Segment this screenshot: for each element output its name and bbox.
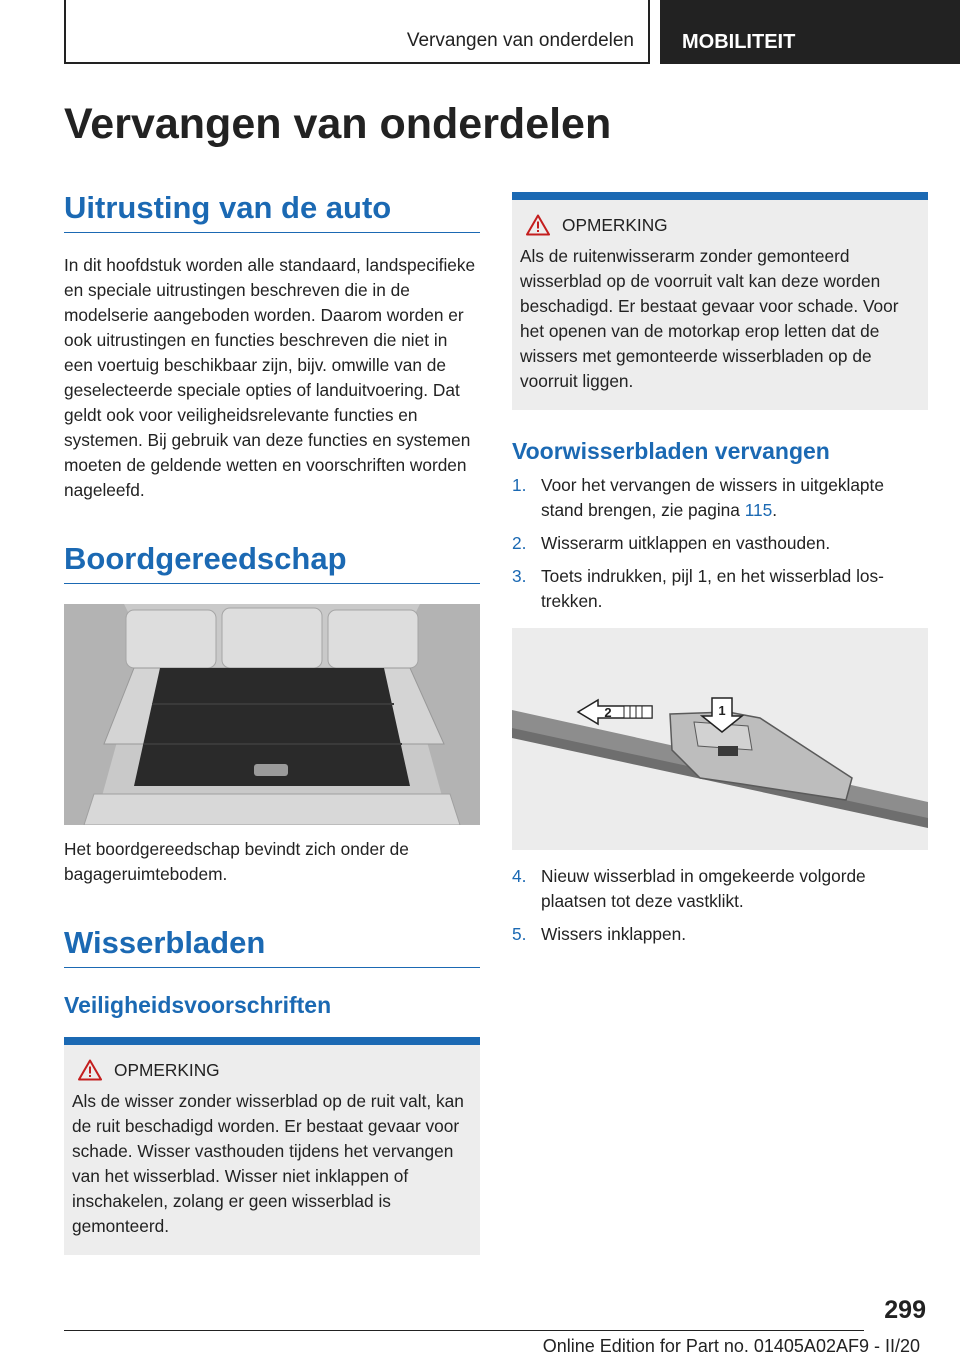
warning-text: Als de wisser zonder wisserblad op de ruit valt, kan de ruit beschadigd worden. Er bestaat gevaar voor schade. Wisser vasthouden tijdens het vervangen van het wisserblad. Wisser niet inklappen of inschakelen, zolang er geen wisserblad is gemonteerd. [72,1091,464,1236]
replace-steps-list [512,473,928,614]
step-text: Toets indrukken, pijl 1, en het wisserblad lostrekken. [541,566,884,611]
edition-footer: Online Edition for Part no. 01405A02AF9 - II/20 [542,1336,920,1356]
step-item [512,564,928,614]
safety-subheading: Veiligheidsvoorschriften [64,992,332,1018]
wipers-heading: Wisserbladen [64,925,480,968]
step-item [512,531,928,556]
arrow-1-label: 1 [718,703,726,718]
warning-triangle-icon [526,214,550,236]
step-item [512,473,928,523]
left-column [64,190,480,1255]
step-item [512,864,928,914]
page-number: 299 [884,1296,926,1324]
step-text: Voor het vervangen de wissers in uitgeklapte stand brengen, zie pagina 115. [541,475,884,520]
step-number: 1. [512,475,527,495]
wiper-arm-warning-box [512,192,928,410]
warning-triangle-icon [78,1059,102,1081]
step-number: 3. [512,566,527,586]
warning-label: OPMERKING [562,215,668,235]
equipment-body: In dit hoofdstuk worden alle standaard, landspecifieke en speciale uitrustingen beschreven die in de modelserie aangeboden worden. Daarom worden er ook uitrustingen en functies beschreven die niet in een voertuig beschikbaar zijn, bijv. omwille van de geselecteerde speciale opties of landuitvoering. Dat geldt ook voor veiligheidsrelevante functies en systemen. Bij gebruik van deze functies en systemen moeten de geldende wetten en voorschriften worden nageleefd. [64,255,476,500]
step-text: Nieuw wisserblad in omgekeerde volgorde plaatsen tot deze vastklikt. [541,866,866,911]
toolkit-caption: Het boordgereedschap bevindt zich onder de bagageruimtebodem. [64,839,409,884]
replace-heading: Voorwisserbladen vervangen [512,438,830,464]
header-frame [64,0,650,64]
step-number: 5. [512,924,527,944]
replace-steps-list-continued [512,864,928,947]
page-title: Vervangen van onderdelen [64,100,612,148]
wiper-blade-illustration [512,628,928,850]
warning-text: Als de ruitenwisserarm zonder gemonteerd wisserblad op de voorruit valt kan deze worden beschadigd. Er bestaat gevaar voor schade. Voor het openen van de motorkap erop letten dat de wissers met gemonteerde wisserbladen op de voorruit liggen. [520,246,899,391]
step-text: Wissers inklappen. [541,924,687,944]
safety-warning-box [64,1037,480,1255]
step-number: 2. [512,533,527,553]
trunk-floor-illustration [64,604,480,825]
step-number: 4. [512,866,527,886]
page-link[interactable]: 115 [744,500,773,520]
step-item [512,922,928,947]
step-text: Wisserarm uitklappen en vasthouden. [541,533,831,553]
footer-divider [64,1330,864,1331]
arrow-2-label: 2 [604,705,612,720]
header-section-title: Vervangen van onderdelen [406,30,634,51]
header-chapter-tab: MOBILITEIT [660,0,960,64]
toolkit-heading: Boordgereedschap [64,541,480,584]
equipment-heading: Uitrusting van de auto [64,190,480,233]
warning-label: OPMERKING [114,1060,220,1080]
right-column [512,192,928,955]
